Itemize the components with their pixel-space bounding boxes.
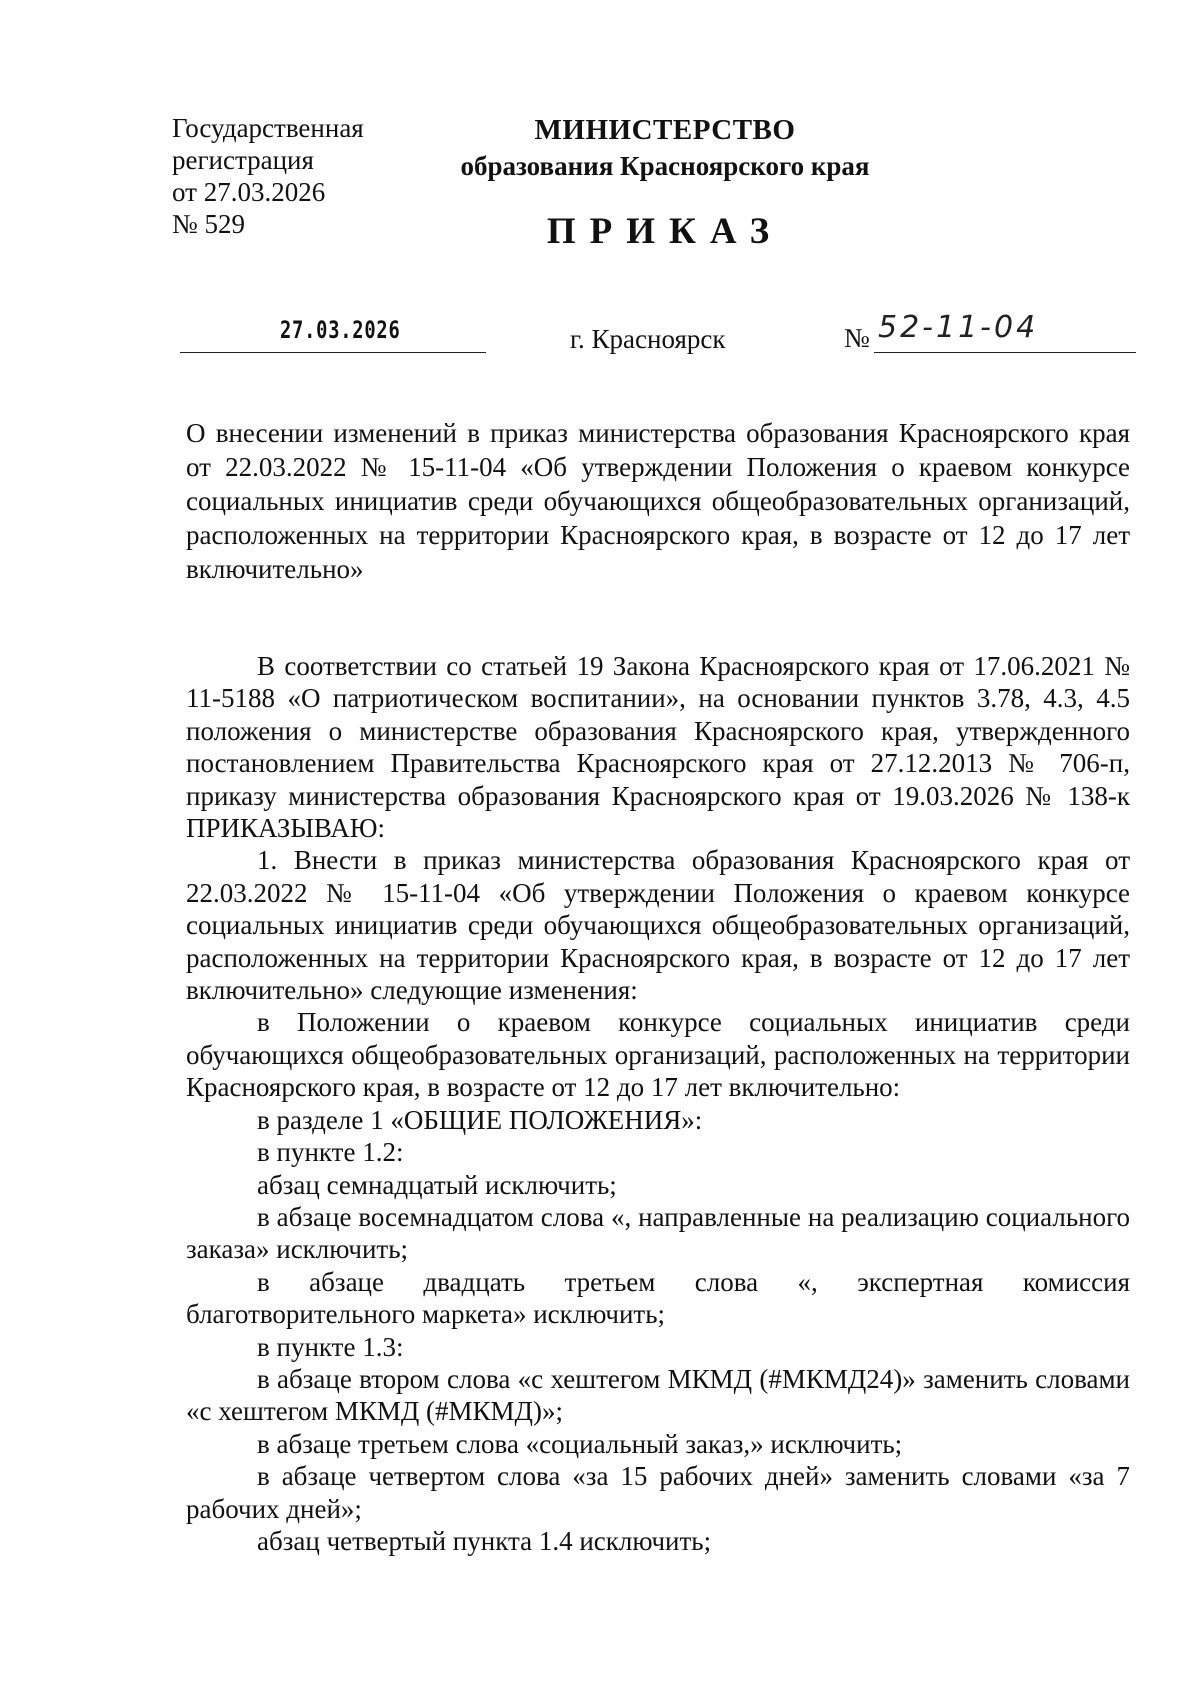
registration-number: № 529: [172, 209, 246, 239]
paragraph-section-1: в разделе 1 «ОБЩИЕ ПОЛОЖЕНИЯ»:: [257, 1104, 703, 1135]
date-underline: [180, 352, 486, 353]
order-number-handwritten: 52-11-04: [878, 310, 1039, 345]
paragraph-17th: абзац семнадцатый исключить;: [257, 1169, 617, 1200]
paragraph-3rd: в абзаце третьем слова «социальный заказ,» исключить;: [257, 1428, 903, 1459]
paragraph-4th: в абзаце четвертом слова «за 15 рабочих дней» заменить словами «за 7 рабочих дней»;: [186, 1461, 1130, 1524]
paragraph-regulation: в Положении о краевом конкурсе социальных инициатив среди обучающихся общеобразовательных организаций, расположенных на территории Красноярского края, в возрасте от 12 до 17 лет включительно:: [186, 1007, 1130, 1103]
paragraph-item-1: 1. Внести в приказ министерства образования Красноярского края от 22.03.2022 № 15-11-04 «Об утверждении Положения о краевом конкурсе социальных инициатив среди обучающихся общеобразовательных организаций, расположенных на территории Красноярского края, в возрасте от 12 до 17 лет включительно» следующие изменения:: [186, 845, 1130, 1006]
paragraph-clause-1-3: в пункте 1.3:: [257, 1331, 404, 1362]
order-number-label: №: [844, 323, 870, 353]
ministry-header: [420, 112, 910, 184]
paragraph-18th: в абзаце восемнадцатом слова «, направленные на реализацию социального заказа» исключить;: [186, 1201, 1130, 1265]
order-body: [186, 650, 1130, 1557]
registration-line-2: регистрация: [172, 145, 314, 175]
paragraph-clause-1-4: абзац четвертый пункта 1.4 исключить;: [257, 1525, 712, 1556]
order-date-stamp: 27.03.2026: [280, 316, 401, 344]
paragraph-2nd: в абзаце втором слова «с хештегом МКМД (#МКМД24)» заменить словами «с хештегом МКМД (#МКМД)»;: [186, 1363, 1130, 1427]
paragraph-clause-1-2: в пункте 1.2:: [257, 1137, 404, 1168]
registration-date: от 27.03.2026: [172, 177, 326, 207]
number-underline: [874, 352, 1136, 353]
ministry-title: МИНИСТЕРСТВО: [534, 114, 796, 146]
paragraph-23rd: в абзаце двадцать третьем слова «, экспертная комиссия благотворительного маркета» исключить;: [186, 1266, 1130, 1330]
paragraph-preamble: В соответствии со статьей 19 Закона Красноярского края от 17.06.2021 № 11-5188 «О патриотическом воспитании», на основании пунктов 3.78, 4.3, 4.5 положения о министерстве образования Красноярского края, утвержденного постановлением Правительства Красноярского края от 27.12.2013 № 706-п, приказу министерства образования Красноярского края от 19.03.2026 № 138-к ПРИКАЗЫВАЮ:: [186, 651, 1130, 844]
registration-block: [172, 112, 364, 240]
ministry-subtitle: образования Красноярского края: [460, 151, 870, 181]
order-subject: О внесении изменений в приказ министерства образования Красноярского края от 22.03.2022 № 15-11-04 «Об утверждении Положения о краевом конкурсе социальных инициатив среди обучающихся общеобразовательных организаций, расположенных на территории Красноярского края, в возрасте от 12 до 17 лет включительно»: [186, 418, 1130, 584]
registration-line-1: Государственная: [172, 113, 364, 143]
document-type-title: ПРИКАЗ: [546, 211, 784, 252]
order-city: г. Красноярск: [570, 324, 726, 354]
